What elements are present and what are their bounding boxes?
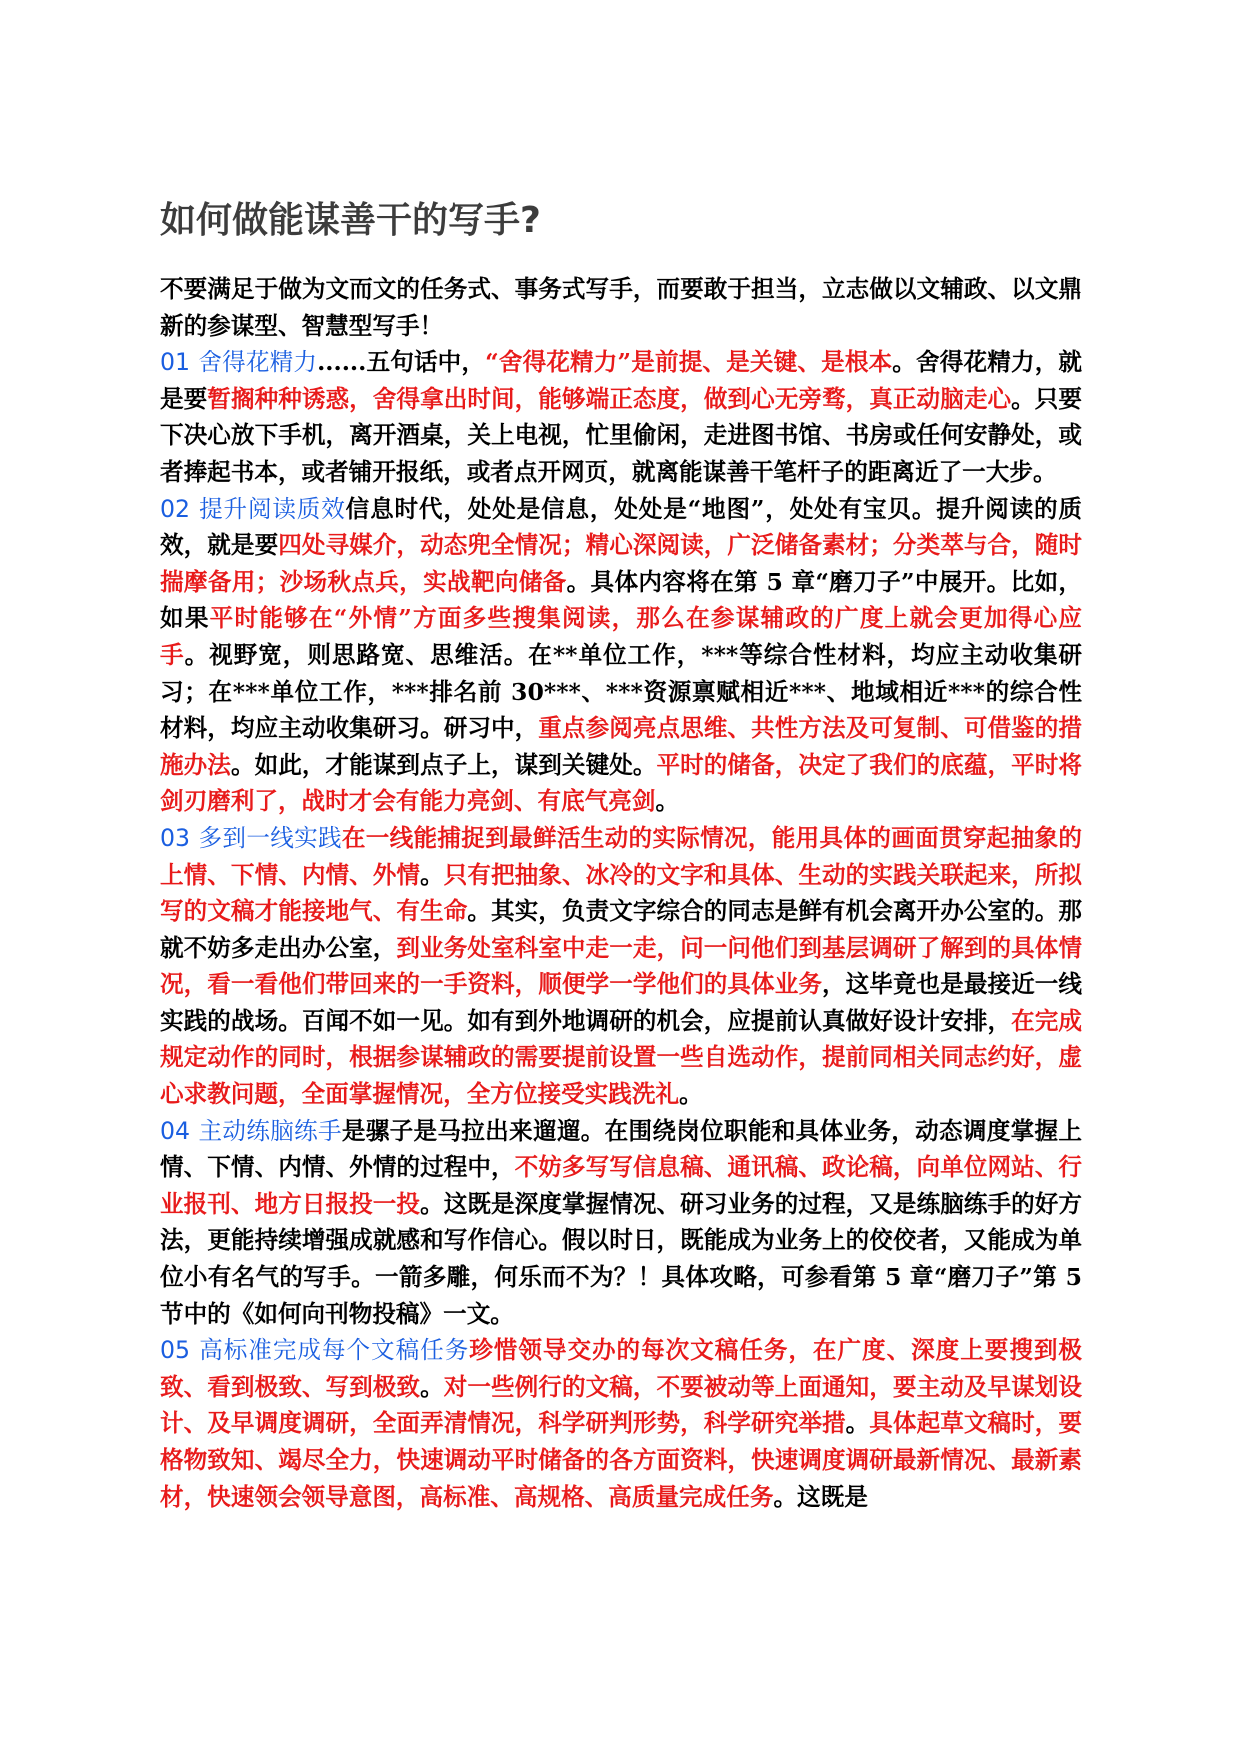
body-text: 。这既是 [773, 1482, 868, 1511]
section-heading: 舍得花精力 [198, 348, 318, 377]
section-paragraph [160, 1113, 1082, 1333]
body-text: 。如此，才能谋到点子上，谋到关键处。 [230, 750, 657, 779]
body-text: 。 [679, 1080, 703, 1109]
section-paragraph [160, 820, 1082, 1113]
emphasis-text: 具体起草文稿时，要格物致知、竭尽全力，快速调动平时储备的各方面资料，快速调度调研最新情况、最新素材，快速领会领导意图，高标准、高规格、高质量完成任务 [160, 1409, 1083, 1511]
body-text: 。 [420, 1372, 444, 1401]
intro-paragraph: 不要满足于做为文而文的任务式、事务式写手，而要敢于担当，立志做以文辅政、以文鼎新的参谋型、智慧型写手！ [160, 275, 1082, 340]
emphasis-text: 在完成规定动作的同时，根据参谋辅政的需要提前设置一些自选动作，提前同相关同志约好，虚心求教问题，全面掌握情况，全方位接受实践洗礼 [160, 1006, 1083, 1109]
body-text: 。 [655, 787, 680, 816]
section-paragraph [160, 1332, 1082, 1515]
section-heading: 主动练脑练手 [198, 1116, 342, 1145]
body-text: ......五句话中， [317, 348, 486, 377]
emphasis-text: “舍得花精力”是前提、是关键、是根本 [485, 348, 893, 377]
body-text: 。 [845, 1409, 870, 1438]
emphasis-text: 只有把抽象、冰冷的文字和具体、生动的实践关联起来，所拟写的文稿才能接地气、有生命 [160, 860, 1083, 926]
section-heading: 多到一线实践 [198, 823, 342, 852]
document-body [160, 271, 1082, 1515]
body-text: 。只要下决心放下手机，离开酒桌，关上电视，忙里偷闲，走进图书馆、书房或任何安静处，或者捧起书本，或者铺开报纸，或者点开网页，就离能谋善干笔杆子的距离近了一大步。 [160, 384, 1083, 486]
section-number: 02 [160, 494, 191, 523]
section-number: 01 [160, 348, 191, 377]
sections-list [160, 344, 1082, 1515]
section-heading: 高标准完成每个文稿任务 [199, 1336, 470, 1365]
emphasis-text: 到业务处室科室中走一走，问一问他们到基层调研了解到的具体情况，看一看他们带回来的一手资料，顺便学一学他们的具体业务 [160, 933, 1082, 999]
body-text: 是骡子是马拉出来遛遛。在围绕岗位职能和具体业务，动态调度掌握上情、下情、内情、外情的过程中， [160, 1116, 1083, 1182]
body-text: 信息时代，处处是信息，处处是“地图”，处处有宝贝。提升阅读的质效，就是要 [160, 494, 1083, 560]
emphasis-text: 珍惜领导交办的每次文稿任务，在广度、深度上要搜到极致、看到极致、写到极致 [160, 1336, 1083, 1401]
emphasis-text: 重点参阅亮点思维、共性方法及可复制、可借鉴的措施办法 [160, 714, 1083, 779]
page-title: 如何做能谋善干的写手? [160, 200, 541, 241]
body-text: 。视野宽，则思路宽、思维活。在**单位工作，***等综合性材料，均应主动收集研习；在***单位工作，***排名前 30***、***资源禀赋相近***、地域相近***的综合性材料，均应主动收集研习。研习中， [160, 640, 1082, 743]
emphasis-text: 不妨多写写信息稿、通讯稿、政论稿，向单位网站、行业报刊、地方日报投一投 [160, 1153, 1083, 1218]
section-paragraph [160, 344, 1082, 490]
body-text: 。 [420, 860, 444, 889]
section-paragraph [160, 491, 1082, 820]
body-text: 。具体内容将在第 5 章“磨刀子”中展开。比如，如果 [160, 567, 1082, 633]
section-number: 05 [160, 1336, 191, 1365]
section-number: 03 [160, 823, 191, 852]
body-text: 。舍得花精力，就是要 [160, 348, 1083, 413]
emphasis-text: 暂搁种种诱惑，舍得拿出时间，能够端正态度，做到心无旁骛，真正动脑走心 [207, 384, 1012, 413]
emphasis-text: 对一些例行的文稿，不要被动等上面通知，要主动及早谋划设计、及早调度调研，全面弄清情况，科学研判形势，科学研究举措 [160, 1372, 1083, 1438]
body-text: ，这毕竟也是最接近一线实践的战场。百闻不如一见。如有到外地调研的机会，应提前认真做好设计安排， [160, 970, 1083, 1035]
section-number: 04 [160, 1116, 191, 1145]
emphasis-text: 平时的储备，决定了我们的底蕴，平时将剑刃磨利了，战时才会有能力亮剑、有底气亮剑 [160, 750, 1083, 816]
section-heading: 提升阅读质效 [199, 494, 346, 523]
body-text: 。这既是深度掌握情况、研习业务的过程，又是练脑练手的好方法，更能持续增强成就感和写作信心。假以时日，既能成为业务上的佼佼者，又能成为单位小有名气的写手。一箭多雕，何乐而不为？！具体攻略，可参看第 5 章“磨刀子”第 5 节中的《如何向刊物投稿》一文。 [160, 1189, 1083, 1328]
emphasis-text: 平时能够在“外情”方面多些搜集阅读，那么在参谋辅政的广度上就会更加得心应手 [160, 604, 1083, 669]
emphasis-text: 四处寻媒介，动态兜全情况；精心深阅读，广泛储备素材；分类萃与合，随时揣摩备用；沙场秋点兵，实战靶向储备 [160, 531, 1083, 596]
body-text: 。其实，负责文字综合的同志是鲜有机会离开办公室的。那就不妨多走出办公室， [160, 897, 1083, 962]
emphasis-text: 在一线能捕捉到最鲜活生动的实际情况，能用具体的画面贯穿起抽象的上情、下情、内情、外情 [160, 823, 1083, 889]
